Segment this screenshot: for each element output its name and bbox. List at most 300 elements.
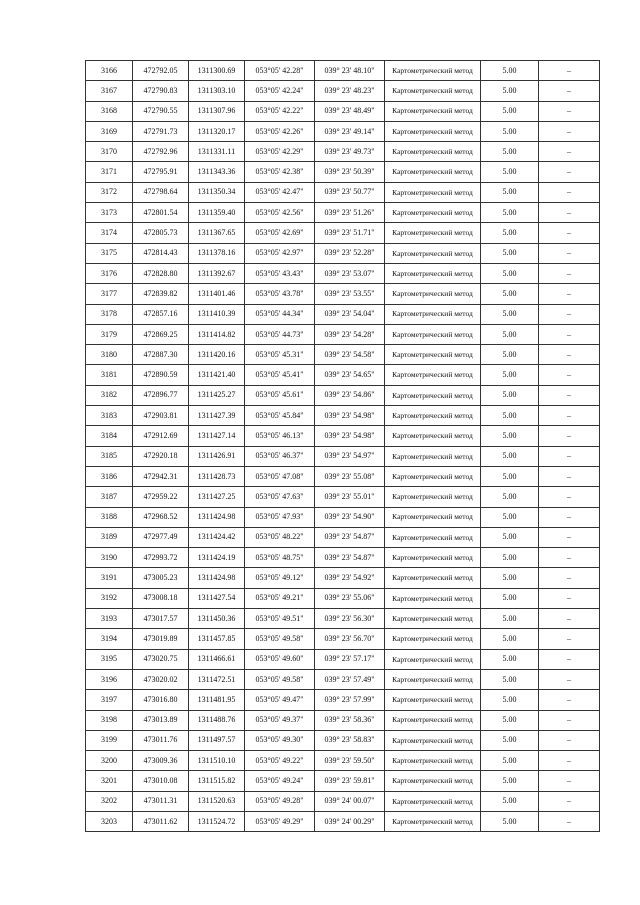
point-number-cell: 3199 <box>86 730 133 750</box>
table-row <box>86 649 600 669</box>
x-coordinate-cell: 472805.73 <box>133 223 189 243</box>
method-cell: Картометрический метод <box>385 263 481 283</box>
method-cell: Картометрический метод <box>385 142 481 162</box>
method-cell: Картометрический метод <box>385 669 481 689</box>
accuracy-cell: 5.00 <box>481 81 539 101</box>
x-coordinate-cell: 472942.31 <box>133 466 189 486</box>
y-coordinate-cell: 1311515.82 <box>189 771 245 791</box>
longitude-cell: 039° 23' 58.36" <box>315 710 385 730</box>
note-cell: – <box>539 690 600 710</box>
point-number-cell: 3194 <box>86 629 133 649</box>
table-row <box>86 324 600 344</box>
y-coordinate-cell: 1311320.17 <box>189 121 245 141</box>
y-coordinate-cell: 1311421.40 <box>189 365 245 385</box>
note-cell: – <box>539 446 600 466</box>
note-cell: – <box>539 507 600 527</box>
table-row <box>86 121 600 141</box>
note-cell: – <box>539 811 600 831</box>
longitude-cell: 039° 23' 52.28" <box>315 243 385 263</box>
latitude-cell: 053°05' 46.37" <box>245 446 315 466</box>
note-cell: – <box>539 791 600 811</box>
x-coordinate-cell: 472790.83 <box>133 81 189 101</box>
accuracy-cell: 5.00 <box>481 263 539 283</box>
method-cell: Картометрический метод <box>385 446 481 466</box>
point-number-cell: 3193 <box>86 609 133 629</box>
y-coordinate-cell: 1311378.16 <box>189 243 245 263</box>
latitude-cell: 053°05' 42.97" <box>245 243 315 263</box>
x-coordinate-cell: 472959.22 <box>133 487 189 507</box>
point-number-cell: 3189 <box>86 527 133 547</box>
x-coordinate-cell: 472887.30 <box>133 345 189 365</box>
table-row <box>86 365 600 385</box>
method-cell: Картометрический метод <box>385 162 481 182</box>
x-coordinate-cell: 473020.75 <box>133 649 189 669</box>
latitude-cell: 053°05' 45.84" <box>245 406 315 426</box>
table-row <box>86 609 600 629</box>
method-cell: Картометрический метод <box>385 588 481 608</box>
y-coordinate-cell: 1311424.98 <box>189 568 245 588</box>
x-coordinate-cell: 472839.82 <box>133 284 189 304</box>
table-row <box>86 507 600 527</box>
y-coordinate-cell: 1311427.54 <box>189 588 245 608</box>
point-number-cell: 3170 <box>86 142 133 162</box>
point-number-cell: 3198 <box>86 710 133 730</box>
method-cell: Картометрический метод <box>385 284 481 304</box>
longitude-cell: 039° 23' 54.58" <box>315 345 385 365</box>
point-number-cell: 3172 <box>86 182 133 202</box>
note-cell: – <box>539 203 600 223</box>
point-number-cell: 3202 <box>86 791 133 811</box>
y-coordinate-cell: 1311427.39 <box>189 406 245 426</box>
accuracy-cell: 5.00 <box>481 690 539 710</box>
point-number-cell: 3173 <box>86 203 133 223</box>
note-cell: – <box>539 324 600 344</box>
method-cell: Картометрический метод <box>385 385 481 405</box>
y-coordinate-cell: 1311401.46 <box>189 284 245 304</box>
longitude-cell: 039° 23' 55.06" <box>315 588 385 608</box>
accuracy-cell: 5.00 <box>481 142 539 162</box>
method-cell: Картометрический метод <box>385 365 481 385</box>
accuracy-cell: 5.00 <box>481 629 539 649</box>
x-coordinate-cell: 473011.62 <box>133 811 189 831</box>
longitude-cell: 039° 23' 59.50" <box>315 751 385 771</box>
note-cell: – <box>539 771 600 791</box>
accuracy-cell: 5.00 <box>481 345 539 365</box>
method-cell: Картометрический метод <box>385 61 481 81</box>
note-cell: – <box>539 385 600 405</box>
point-number-cell: 3185 <box>86 446 133 466</box>
point-number-cell: 3197 <box>86 690 133 710</box>
table-row <box>86 385 600 405</box>
point-number-cell: 3176 <box>86 263 133 283</box>
table-row <box>86 162 600 182</box>
latitude-cell: 053°05' 47.63" <box>245 487 315 507</box>
table-row <box>86 81 600 101</box>
y-coordinate-cell: 1311450.36 <box>189 609 245 629</box>
latitude-cell: 053°05' 47.93" <box>245 507 315 527</box>
method-cell: Картометрический метод <box>385 466 481 486</box>
latitude-cell: 053°05' 49.51" <box>245 609 315 629</box>
table-row <box>86 751 600 771</box>
table-row <box>86 182 600 202</box>
longitude-cell: 039° 23' 50.39" <box>315 162 385 182</box>
note-cell: – <box>539 365 600 385</box>
note-cell: – <box>539 568 600 588</box>
method-cell: Картометрический метод <box>385 101 481 121</box>
method-cell: Картометрический метод <box>385 345 481 365</box>
point-number-cell: 3195 <box>86 649 133 669</box>
y-coordinate-cell: 1311420.16 <box>189 345 245 365</box>
note-cell: – <box>539 304 600 324</box>
latitude-cell: 053°05' 49.24" <box>245 771 315 791</box>
accuracy-cell: 5.00 <box>481 710 539 730</box>
latitude-cell: 053°05' 44.34" <box>245 304 315 324</box>
accuracy-cell: 5.00 <box>481 426 539 446</box>
table-row <box>86 101 600 121</box>
longitude-cell: 039° 23' 54.97" <box>315 446 385 466</box>
table-row <box>86 345 600 365</box>
method-cell: Картометрический метод <box>385 121 481 141</box>
y-coordinate-cell: 1311520.63 <box>189 791 245 811</box>
y-coordinate-cell: 1311510.10 <box>189 751 245 771</box>
method-cell: Картометрический метод <box>385 629 481 649</box>
x-coordinate-cell: 472912.69 <box>133 426 189 446</box>
point-number-cell: 3200 <box>86 751 133 771</box>
method-cell: Картометрический метод <box>385 649 481 669</box>
y-coordinate-cell: 1311410.39 <box>189 304 245 324</box>
y-coordinate-cell: 1311300.69 <box>189 61 245 81</box>
point-number-cell: 3203 <box>86 811 133 831</box>
y-coordinate-cell: 1311488.76 <box>189 710 245 730</box>
accuracy-cell: 5.00 <box>481 304 539 324</box>
method-cell: Картометрический метод <box>385 548 481 568</box>
note-cell: – <box>539 548 600 568</box>
x-coordinate-cell: 473016.80 <box>133 690 189 710</box>
point-number-cell: 3181 <box>86 365 133 385</box>
x-coordinate-cell: 472814.43 <box>133 243 189 263</box>
x-coordinate-cell: 472790.55 <box>133 101 189 121</box>
note-cell: – <box>539 649 600 669</box>
accuracy-cell: 5.00 <box>481 548 539 568</box>
method-cell: Картометрический метод <box>385 568 481 588</box>
accuracy-cell: 5.00 <box>481 182 539 202</box>
table-row <box>86 406 600 426</box>
latitude-cell: 053°05' 45.61" <box>245 385 315 405</box>
table-row <box>86 446 600 466</box>
accuracy-cell: 5.00 <box>481 203 539 223</box>
accuracy-cell: 5.00 <box>481 527 539 547</box>
method-cell: Картометрический метод <box>385 730 481 750</box>
point-number-cell: 3167 <box>86 81 133 101</box>
method-cell: Картометрический метод <box>385 609 481 629</box>
accuracy-cell: 5.00 <box>481 791 539 811</box>
longitude-cell: 039° 23' 54.87" <box>315 548 385 568</box>
y-coordinate-cell: 1311303.10 <box>189 81 245 101</box>
point-number-cell: 3186 <box>86 466 133 486</box>
note-cell: – <box>539 243 600 263</box>
point-number-cell: 3180 <box>86 345 133 365</box>
accuracy-cell: 5.00 <box>481 730 539 750</box>
point-number-cell: 3169 <box>86 121 133 141</box>
note-cell: – <box>539 426 600 446</box>
longitude-cell: 039° 23' 48.23" <box>315 81 385 101</box>
method-cell: Картометрический метод <box>385 426 481 446</box>
x-coordinate-cell: 472795.91 <box>133 162 189 182</box>
method-cell: Картометрический метод <box>385 81 481 101</box>
y-coordinate-cell: 1311457.85 <box>189 629 245 649</box>
latitude-cell: 053°05' 42.56" <box>245 203 315 223</box>
latitude-cell: 053°05' 49.21" <box>245 588 315 608</box>
method-cell: Картометрический метод <box>385 690 481 710</box>
point-number-cell: 3178 <box>86 304 133 324</box>
latitude-cell: 053°05' 49.12" <box>245 568 315 588</box>
latitude-cell: 053°05' 49.58" <box>245 669 315 689</box>
note-cell: – <box>539 284 600 304</box>
point-number-cell: 3179 <box>86 324 133 344</box>
longitude-cell: 039° 23' 49.14" <box>315 121 385 141</box>
accuracy-cell: 5.00 <box>481 223 539 243</box>
x-coordinate-cell: 473017.57 <box>133 609 189 629</box>
method-cell: Картометрический метод <box>385 487 481 507</box>
method-cell: Картометрический метод <box>385 507 481 527</box>
x-coordinate-cell: 473019.89 <box>133 629 189 649</box>
accuracy-cell: 5.00 <box>481 162 539 182</box>
point-number-cell: 3188 <box>86 507 133 527</box>
longitude-cell: 039° 23' 59.81" <box>315 771 385 791</box>
method-cell: Картометрический метод <box>385 243 481 263</box>
method-cell: Картометрический метод <box>385 324 481 344</box>
point-number-cell: 3171 <box>86 162 133 182</box>
y-coordinate-cell: 1311424.19 <box>189 548 245 568</box>
note-cell: – <box>539 345 600 365</box>
table-row <box>86 629 600 649</box>
note-cell: – <box>539 182 600 202</box>
accuracy-cell: 5.00 <box>481 61 539 81</box>
latitude-cell: 053°05' 49.28" <box>245 791 315 811</box>
latitude-cell: 053°05' 49.60" <box>245 649 315 669</box>
x-coordinate-cell: 472801.54 <box>133 203 189 223</box>
method-cell: Картометрический метод <box>385 751 481 771</box>
note-cell: – <box>539 263 600 283</box>
accuracy-cell: 5.00 <box>481 588 539 608</box>
y-coordinate-cell: 1311414.82 <box>189 324 245 344</box>
note-cell: – <box>539 751 600 771</box>
y-coordinate-cell: 1311426.91 <box>189 446 245 466</box>
longitude-cell: 039° 23' 57.17" <box>315 649 385 669</box>
x-coordinate-cell: 473010.08 <box>133 771 189 791</box>
y-coordinate-cell: 1311367.65 <box>189 223 245 243</box>
table-row <box>86 284 600 304</box>
x-coordinate-cell: 473005.23 <box>133 568 189 588</box>
longitude-cell: 039° 24' 00.07" <box>315 791 385 811</box>
point-number-cell: 3175 <box>86 243 133 263</box>
note-cell: – <box>539 588 600 608</box>
y-coordinate-cell: 1311481.95 <box>189 690 245 710</box>
method-cell: Картометрический метод <box>385 406 481 426</box>
table-row <box>86 588 600 608</box>
note-cell: – <box>539 669 600 689</box>
latitude-cell: 053°05' 42.69" <box>245 223 315 243</box>
accuracy-cell: 5.00 <box>481 487 539 507</box>
x-coordinate-cell: 473009.36 <box>133 751 189 771</box>
note-cell: – <box>539 730 600 750</box>
x-coordinate-cell: 472798.64 <box>133 182 189 202</box>
accuracy-cell: 5.00 <box>481 324 539 344</box>
longitude-cell: 039° 23' 53.07" <box>315 263 385 283</box>
point-number-cell: 3177 <box>86 284 133 304</box>
longitude-cell: 039° 23' 48.49" <box>315 101 385 121</box>
latitude-cell: 053°05' 42.24" <box>245 81 315 101</box>
y-coordinate-cell: 1311424.42 <box>189 527 245 547</box>
note-cell: – <box>539 121 600 141</box>
latitude-cell: 053°05' 43.43" <box>245 263 315 283</box>
y-coordinate-cell: 1311472.51 <box>189 669 245 689</box>
table-row <box>86 223 600 243</box>
x-coordinate-cell: 472869.25 <box>133 324 189 344</box>
longitude-cell: 039° 23' 57.49" <box>315 669 385 689</box>
note-cell: – <box>539 609 600 629</box>
y-coordinate-cell: 1311307.96 <box>189 101 245 121</box>
accuracy-cell: 5.00 <box>481 507 539 527</box>
latitude-cell: 053°05' 47.08" <box>245 466 315 486</box>
longitude-cell: 039° 23' 48.10" <box>315 61 385 81</box>
longitude-cell: 039° 23' 54.87" <box>315 527 385 547</box>
point-number-cell: 3201 <box>86 771 133 791</box>
table-row <box>86 568 600 588</box>
point-number-cell: 3191 <box>86 568 133 588</box>
accuracy-cell: 5.00 <box>481 609 539 629</box>
table-row <box>86 304 600 324</box>
x-coordinate-cell: 473020.02 <box>133 669 189 689</box>
method-cell: Картометрический метод <box>385 811 481 831</box>
y-coordinate-cell: 1311524.72 <box>189 811 245 831</box>
table-row <box>86 710 600 730</box>
x-coordinate-cell: 472792.05 <box>133 61 189 81</box>
point-number-cell: 3196 <box>86 669 133 689</box>
latitude-cell: 053°05' 48.22" <box>245 527 315 547</box>
latitude-cell: 053°05' 45.41" <box>245 365 315 385</box>
accuracy-cell: 5.00 <box>481 751 539 771</box>
table-row <box>86 527 600 547</box>
accuracy-cell: 5.00 <box>481 466 539 486</box>
x-coordinate-cell: 473011.31 <box>133 791 189 811</box>
y-coordinate-cell: 1311497.57 <box>189 730 245 750</box>
y-coordinate-cell: 1311427.14 <box>189 426 245 446</box>
accuracy-cell: 5.00 <box>481 101 539 121</box>
latitude-cell: 053°05' 42.47" <box>245 182 315 202</box>
accuracy-cell: 5.00 <box>481 811 539 831</box>
latitude-cell: 053°05' 49.29" <box>245 811 315 831</box>
longitude-cell: 039° 23' 54.98" <box>315 426 385 446</box>
table-row <box>86 61 600 81</box>
note-cell: – <box>539 487 600 507</box>
accuracy-cell: 5.00 <box>481 243 539 263</box>
method-cell: Картометрический метод <box>385 527 481 547</box>
latitude-cell: 053°05' 43.78" <box>245 284 315 304</box>
y-coordinate-cell: 1311359.40 <box>189 203 245 223</box>
y-coordinate-cell: 1311424.98 <box>189 507 245 527</box>
longitude-cell: 039° 23' 54.65" <box>315 365 385 385</box>
longitude-cell: 039° 23' 53.55" <box>315 284 385 304</box>
table-row <box>86 690 600 710</box>
x-coordinate-cell: 472896.77 <box>133 385 189 405</box>
point-number-cell: 3184 <box>86 426 133 446</box>
point-number-cell: 3187 <box>86 487 133 507</box>
accuracy-cell: 5.00 <box>481 385 539 405</box>
method-cell: Картометрический метод <box>385 791 481 811</box>
y-coordinate-cell: 1311428.73 <box>189 466 245 486</box>
accuracy-cell: 5.00 <box>481 771 539 791</box>
latitude-cell: 053°05' 42.38" <box>245 162 315 182</box>
x-coordinate-cell: 472857.16 <box>133 304 189 324</box>
latitude-cell: 053°05' 49.47" <box>245 690 315 710</box>
note-cell: – <box>539 101 600 121</box>
x-coordinate-cell: 473013.89 <box>133 710 189 730</box>
note-cell: – <box>539 527 600 547</box>
x-coordinate-cell: 473008.18 <box>133 588 189 608</box>
note-cell: – <box>539 162 600 182</box>
point-number-cell: 3166 <box>86 61 133 81</box>
x-coordinate-cell: 472920.18 <box>133 446 189 466</box>
latitude-cell: 053°05' 49.58" <box>245 629 315 649</box>
accuracy-cell: 5.00 <box>481 406 539 426</box>
longitude-cell: 039° 23' 55.01" <box>315 487 385 507</box>
latitude-cell: 053°05' 44.73" <box>245 324 315 344</box>
latitude-cell: 053°05' 42.26" <box>245 121 315 141</box>
x-coordinate-cell: 472828.80 <box>133 263 189 283</box>
x-coordinate-cell: 472993.72 <box>133 548 189 568</box>
point-number-cell: 3168 <box>86 101 133 121</box>
method-cell: Картометрический метод <box>385 304 481 324</box>
longitude-cell: 039° 23' 54.92" <box>315 568 385 588</box>
point-number-cell: 3182 <box>86 385 133 405</box>
x-coordinate-cell: 472791.73 <box>133 121 189 141</box>
longitude-cell: 039° 24' 00.29" <box>315 811 385 831</box>
point-number-cell: 3183 <box>86 406 133 426</box>
accuracy-cell: 5.00 <box>481 121 539 141</box>
longitude-cell: 039° 23' 55.08" <box>315 466 385 486</box>
x-coordinate-cell: 472903.81 <box>133 406 189 426</box>
table-row <box>86 487 600 507</box>
note-cell: – <box>539 629 600 649</box>
accuracy-cell: 5.00 <box>481 284 539 304</box>
point-number-cell: 3192 <box>86 588 133 608</box>
longitude-cell: 039° 23' 56.30" <box>315 609 385 629</box>
x-coordinate-cell: 472977.49 <box>133 527 189 547</box>
note-cell: – <box>539 81 600 101</box>
point-number-cell: 3190 <box>86 548 133 568</box>
note-cell: – <box>539 142 600 162</box>
table-row <box>86 791 600 811</box>
latitude-cell: 053°05' 46.13" <box>245 426 315 446</box>
method-cell: Картометрический метод <box>385 710 481 730</box>
y-coordinate-cell: 1311343.36 <box>189 162 245 182</box>
x-coordinate-cell: 472792.96 <box>133 142 189 162</box>
longitude-cell: 039° 23' 56.70" <box>315 629 385 649</box>
table-row <box>86 243 600 263</box>
y-coordinate-cell: 1311466.61 <box>189 649 245 669</box>
accuracy-cell: 5.00 <box>481 669 539 689</box>
latitude-cell: 053°05' 49.37" <box>245 710 315 730</box>
table-row <box>86 426 600 446</box>
note-cell: – <box>539 406 600 426</box>
table-row <box>86 142 600 162</box>
longitude-cell: 039° 23' 57.99" <box>315 690 385 710</box>
latitude-cell: 053°05' 48.75" <box>245 548 315 568</box>
longitude-cell: 039° 23' 58.83" <box>315 730 385 750</box>
y-coordinate-cell: 1311331.11 <box>189 142 245 162</box>
longitude-cell: 039° 23' 54.86" <box>315 385 385 405</box>
